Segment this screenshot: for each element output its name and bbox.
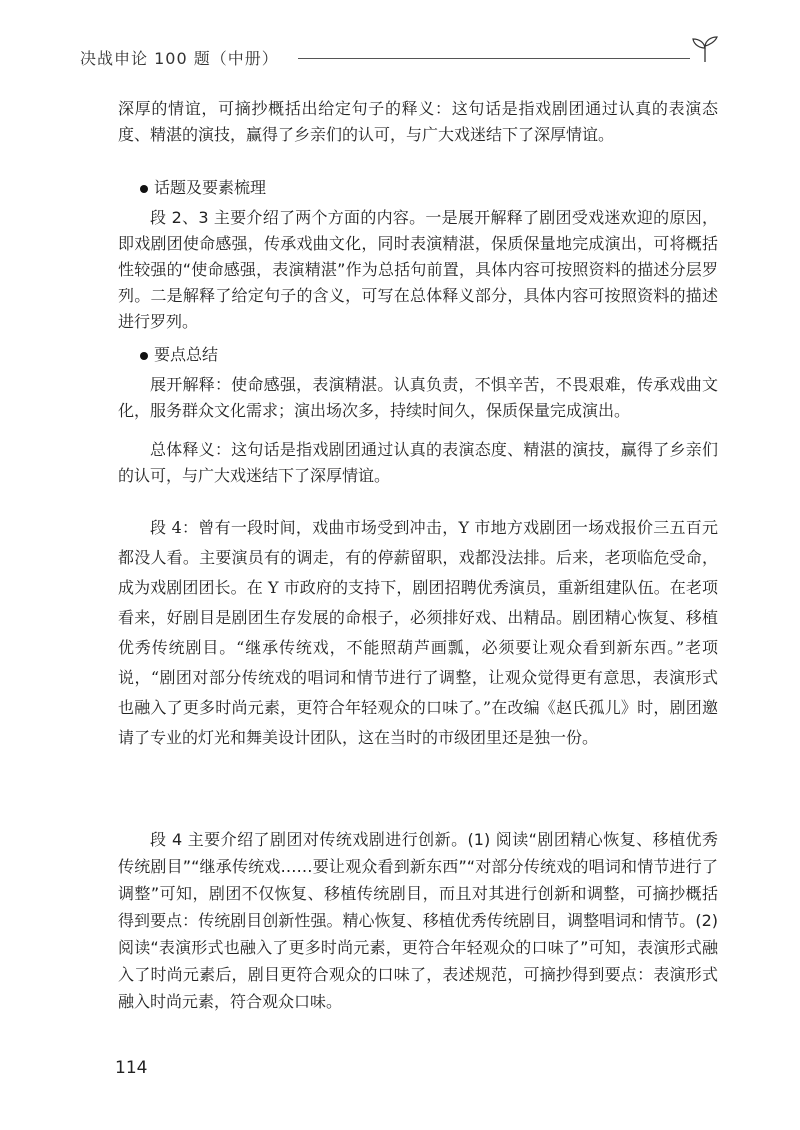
intro-paragraph: 深厚的情谊，可摘抄概括出给定句子的释义：这句话是指戏剧团通过认真的表演态度、精湛的演技，赢得了乡亲们的认可，与广大戏迷结下了深厚情谊。 xyxy=(118,99,718,144)
summary-heading-text: 要点总结 xyxy=(154,345,219,364)
summary-overall-paragraph: 总体释义：这句话是指戏剧团通过认真的表演态度、精湛的演技，赢得了乡亲们的认可，与广大戏迷结下了深厚情谊。 xyxy=(118,440,718,485)
sprout-icon xyxy=(690,36,720,64)
topic-paragraph: 段 2、3 主要介绍了两个方面的内容。一是展开解释了剧团受戏迷欢迎的原因，即戏剧团使命感强，传承戏曲文化，同时表演精湛，保质保量地完成演出，可将概括性较强的“使命感强，表演精湛”作为总括句前置，具体内容可按照资料的描述分层罗列。二是解释了给定句子的含义，可写在总体释义部分，具体内容可按照资料的描述进行罗列。 xyxy=(118,208,718,331)
header-rule xyxy=(298,58,690,59)
page-number: 114 xyxy=(115,1058,148,1078)
bullet-icon xyxy=(140,185,148,193)
bullet-icon xyxy=(140,352,148,360)
page-header xyxy=(80,40,720,74)
summary-expand-paragraph: 展开解释：使命感强，表演精湛。认真负责，不惧辛苦，不畏艰难，传承戏曲文化，服务群众文化需求；演出场次多，持续时间久，保质保量完成演出。 xyxy=(118,375,718,420)
material-paragraph-4: 段 4：曾有一段时间，戏曲市场受到冲击，Y 市地方戏剧团一场戏报价三五百元都没人看。主要演员有的调走，有的停薪留职，戏都没法排。后来，老项临危受命，成为戏剧团团长。在 Y 市政府的支持下，剧团招聘优秀演员，重新组建队伍。在老项看来，好剧目是剧团生存发展的命根子，必须排好戏、出精品。剧团精心恢复、移植优秀传统剧目。“继承传统戏，不能照葫芦画瓢，必须要让观众看到新东西。”老项说，“剧团对部分传统戏的唱词和情节进行了调整，让观众觉得更有意思，表演形式也融入了更多时尚元素，更符合年轻观众的口味了。”在改编《赵氏孤儿》时，剧团邀请了专业的灯光和舞美设计团队，这在当时的市级团里还是独一份。 xyxy=(118,518,718,747)
summary-heading xyxy=(140,342,218,365)
running-title: 决战申论 100 题（中册） xyxy=(80,49,279,68)
analysis-paragraph: 段 4 主要介绍了剧团对传统戏剧进行创新。(1) 阅读“剧团精心恢复、移植优秀传统剧目”“继承传统戏……要让观众看到新东西”“对部分传统戏的唱词和情节进行了调整”可知，剧团不仅恢复、移植传统剧目，而且对其进行创新和调整，可摘抄概括得到要点：传统剧目创新性强。精心恢复、移植优秀传统剧目，调整唱词和情节。(2) 阅读“表演形式也融入了更多时尚元素，更符合年轻观众的口味了”可知，表演形式融入了时尚元素后，剧目更符合观众的口味了，表述规范，可摘抄得到要点：表演形式融入时尚元素，符合观众口味。 xyxy=(118,830,718,1011)
topic-heading xyxy=(140,175,266,198)
topic-heading-text: 话题及要素梳理 xyxy=(154,178,267,197)
